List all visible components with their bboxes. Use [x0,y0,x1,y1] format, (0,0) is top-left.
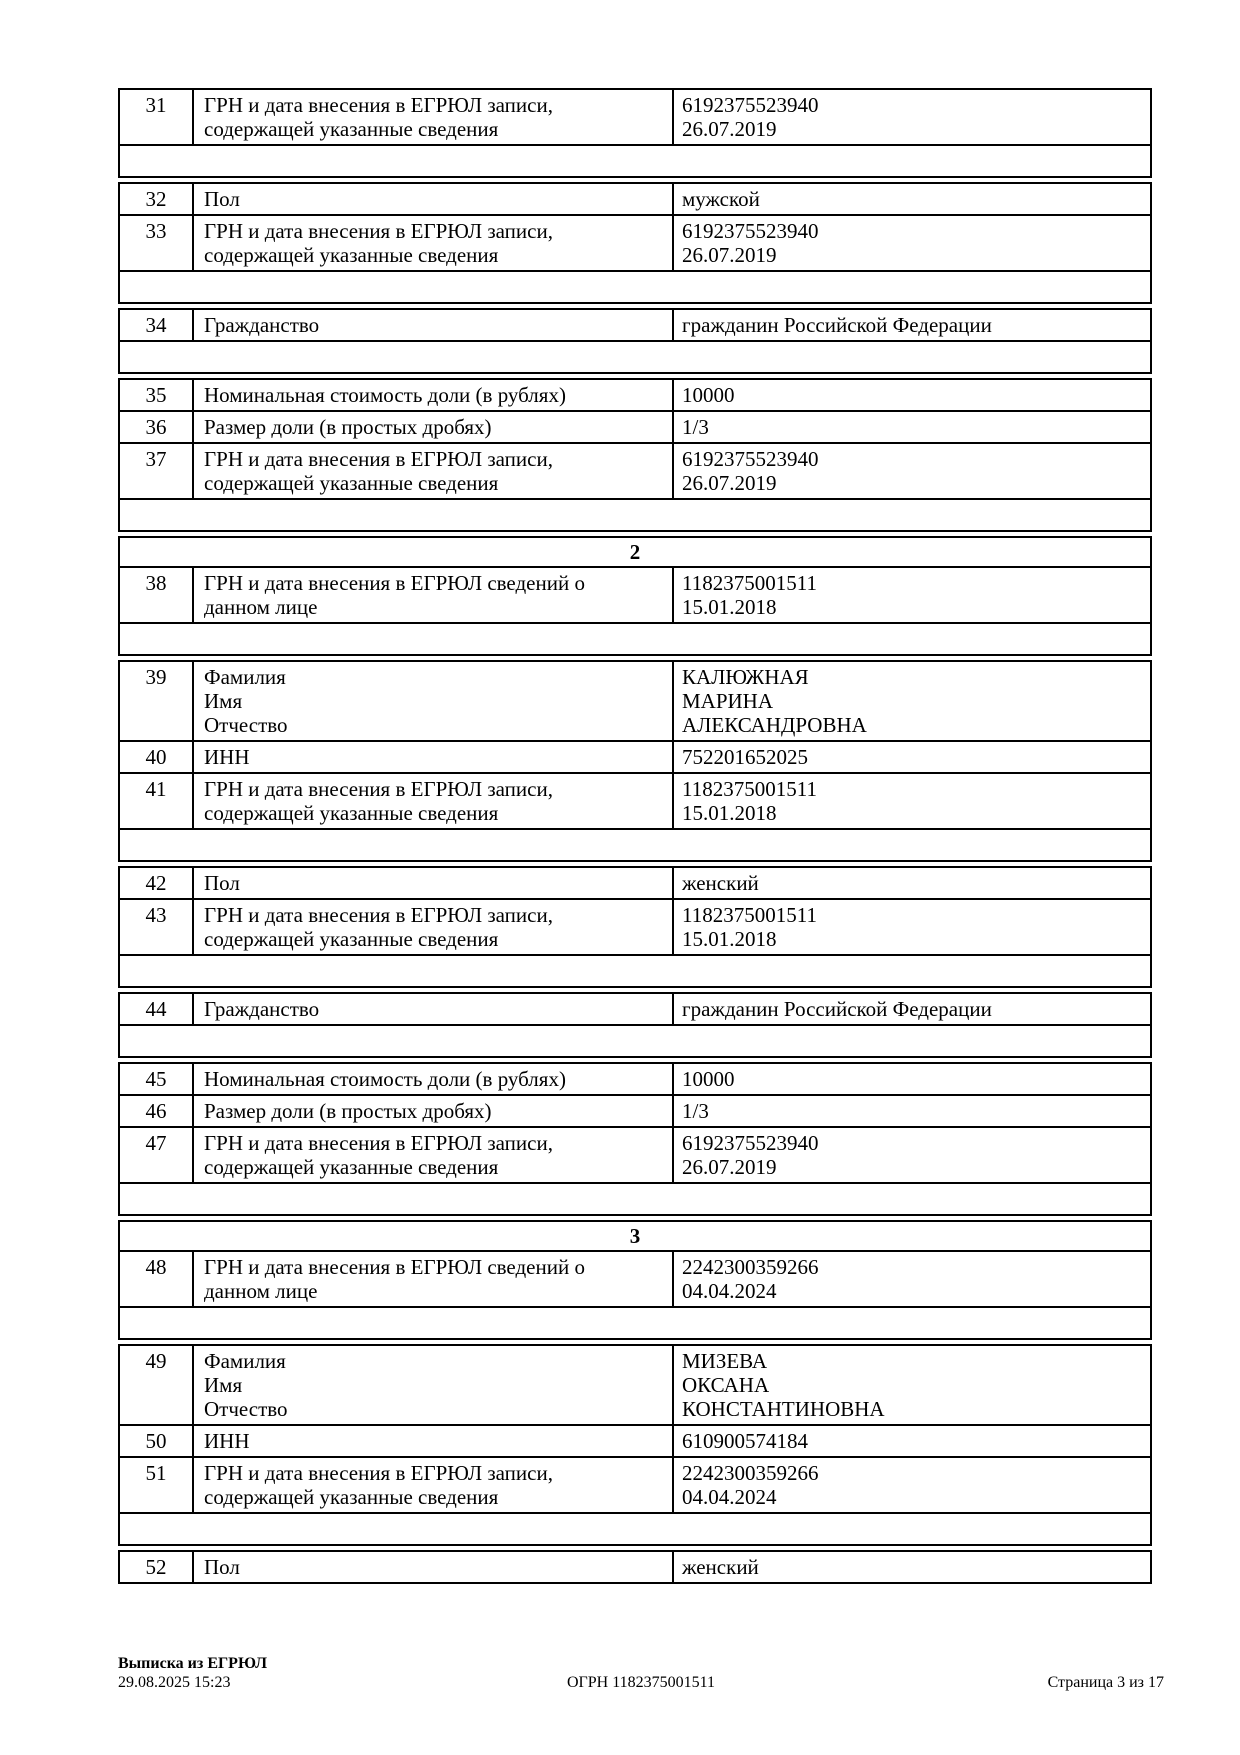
row-number: 38 [145,571,167,595]
table-block [118,308,1152,374]
field-value: гражданин Российской Федерации [672,994,1150,1024]
field-name: Пол [192,184,672,214]
table-row [120,566,1150,622]
section-header-row [120,1222,1150,1250]
field-name: ГРН и дата внесения в ЕГРЮЛ записи, содержащей указанные сведения [192,1128,672,1182]
field-value: МИЗЕВА ОКСАНА КОНСТАНТИНОВНА [672,1346,1150,1424]
field-value: 10000 [672,380,1150,410]
row-number: 41 [145,777,167,801]
row-number: 43 [145,903,167,927]
table-row [120,1250,1150,1306]
field-name: Гражданство [192,994,672,1024]
row-number: 33 [145,219,167,243]
row-number: 32 [145,187,167,211]
table-block [118,992,1152,1058]
field-value: 6192375523940 26.07.2019 [672,444,1150,498]
table-row [120,868,1150,898]
section-header-row [120,538,1150,566]
table-block [118,1550,1152,1584]
table-block [118,88,1152,178]
row-number: 44 [145,997,167,1021]
table-block [118,1062,1152,1216]
row-number: 37 [145,447,167,471]
row-number: 52 [145,1555,167,1579]
footer-left [118,1654,267,1692]
table-row [120,442,1150,498]
table-block [118,536,1152,656]
field-name: Фамилия Имя Отчество [192,662,672,740]
spacer-row [120,144,1150,176]
field-name: ГРН и дата внесения в ЕГРЮЛ записи, содержащей указанные сведения [192,1458,672,1512]
table-block [118,1344,1152,1546]
table-row [120,90,1150,144]
field-value: 1182375001511 15.01.2018 [672,568,1150,622]
egrul-table [118,88,1152,1588]
spacer-row [120,828,1150,860]
spacer-row [120,1024,1150,1056]
spacer-row [120,270,1150,302]
section-number: 2 [629,540,641,564]
field-value: мужской [672,184,1150,214]
field-name: Пол [192,868,672,898]
table-block [118,378,1152,532]
field-name: Размер доли (в простых дробях) [192,1096,672,1126]
table-block [118,660,1152,862]
footer-datetime: 29.08.2025 15:23 [118,1674,231,1691]
field-name: Гражданство [192,310,672,340]
table-row [120,1346,1150,1424]
footer-ogrn: ОГРН 1182375001511 [566,1674,716,1691]
field-value: 1/3 [672,1096,1150,1126]
table-row [120,184,1150,214]
field-value: гражданин Российской Федерации [672,310,1150,340]
field-name: Номинальная стоимость доли (в рублях) [192,1064,672,1094]
table-row [120,214,1150,270]
table-row [120,994,1150,1024]
field-value: 1182375001511 15.01.2018 [672,774,1150,828]
row-number: 49 [145,1349,167,1373]
table-row [120,310,1150,340]
field-name: Номинальная стоимость доли (в рублях) [192,380,672,410]
table-row [120,380,1150,410]
field-value: 610900574184 [672,1426,1150,1456]
field-value: 1/3 [672,412,1150,442]
spacer-row [120,954,1150,986]
table-block [118,182,1152,304]
field-value: 2242300359266 04.04.2024 [672,1252,1150,1306]
spacer-row [120,340,1150,372]
field-name: Фамилия Имя Отчество [192,1346,672,1424]
field-value: КАЛЮЖНАЯ МАРИНА АЛЕКСАНДРОВНА [672,662,1150,740]
spacer-row [120,1182,1150,1214]
table-row [120,740,1150,772]
table-row [120,1064,1150,1094]
table-row [120,410,1150,442]
field-name: ИНН [192,742,672,772]
field-name: ГРН и дата внесения в ЕГРЮЛ сведений о данном лице [192,568,672,622]
field-value: 6192375523940 26.07.2019 [672,90,1150,144]
row-number: 35 [145,383,167,407]
footer-doc-title: Выписка из ЕГРЮЛ [118,1655,268,1672]
table-row [120,662,1150,740]
field-name: ИНН [192,1426,672,1456]
field-value: 752201652025 [672,742,1150,772]
row-number: 46 [145,1099,167,1123]
table-row [120,772,1150,828]
row-number: 34 [145,313,167,337]
row-number: 40 [145,745,167,769]
field-value: 2242300359266 04.04.2024 [672,1458,1150,1512]
field-value: женский [672,868,1150,898]
table-row [120,1424,1150,1456]
spacer-row [120,1306,1150,1338]
table-row [120,1456,1150,1512]
row-number: 31 [145,93,167,117]
row-number: 47 [145,1131,167,1155]
row-number: 50 [145,1429,167,1453]
field-value: 6192375523940 26.07.2019 [672,216,1150,270]
table-block [118,1220,1152,1340]
field-value: женский [672,1552,1150,1582]
page-footer [118,1654,1164,1692]
row-number: 51 [145,1461,167,1485]
footer-page-number: Страница 3 из 17 [1047,1674,1164,1691]
field-value: 10000 [672,1064,1150,1094]
table-row [120,1552,1150,1582]
spacer-row [120,1512,1150,1544]
row-number: 36 [145,415,167,439]
row-number: 42 [145,871,167,895]
field-value: 1182375001511 15.01.2018 [672,900,1150,954]
table-row [120,1094,1150,1126]
field-name: Пол [192,1552,672,1582]
section-number: 3 [629,1224,641,1248]
field-value: 6192375523940 26.07.2019 [672,1128,1150,1182]
table-block [118,866,1152,988]
field-name: ГРН и дата внесения в ЕГРЮЛ записи, содержащей указанные сведения [192,900,672,954]
field-name: ГРН и дата внесения в ЕГРЮЛ записи, содержащей указанные сведения [192,774,672,828]
field-name: ГРН и дата внесения в ЕГРЮЛ записи, содержащей указанные сведения [192,444,672,498]
table-row [120,1126,1150,1182]
spacer-row [120,622,1150,654]
field-name: ГРН и дата внесения в ЕГРЮЛ записи, содержащей указанные сведения [192,216,672,270]
spacer-row [120,498,1150,530]
field-name: ГРН и дата внесения в ЕГРЮЛ сведений о данном лице [192,1252,672,1306]
row-number: 48 [145,1255,167,1279]
row-number: 39 [145,665,167,689]
field-name: ГРН и дата внесения в ЕГРЮЛ записи, содержащей указанные сведения [192,90,672,144]
table-row [120,898,1150,954]
field-name: Размер доли (в простых дробях) [192,412,672,442]
row-number: 45 [145,1067,167,1091]
